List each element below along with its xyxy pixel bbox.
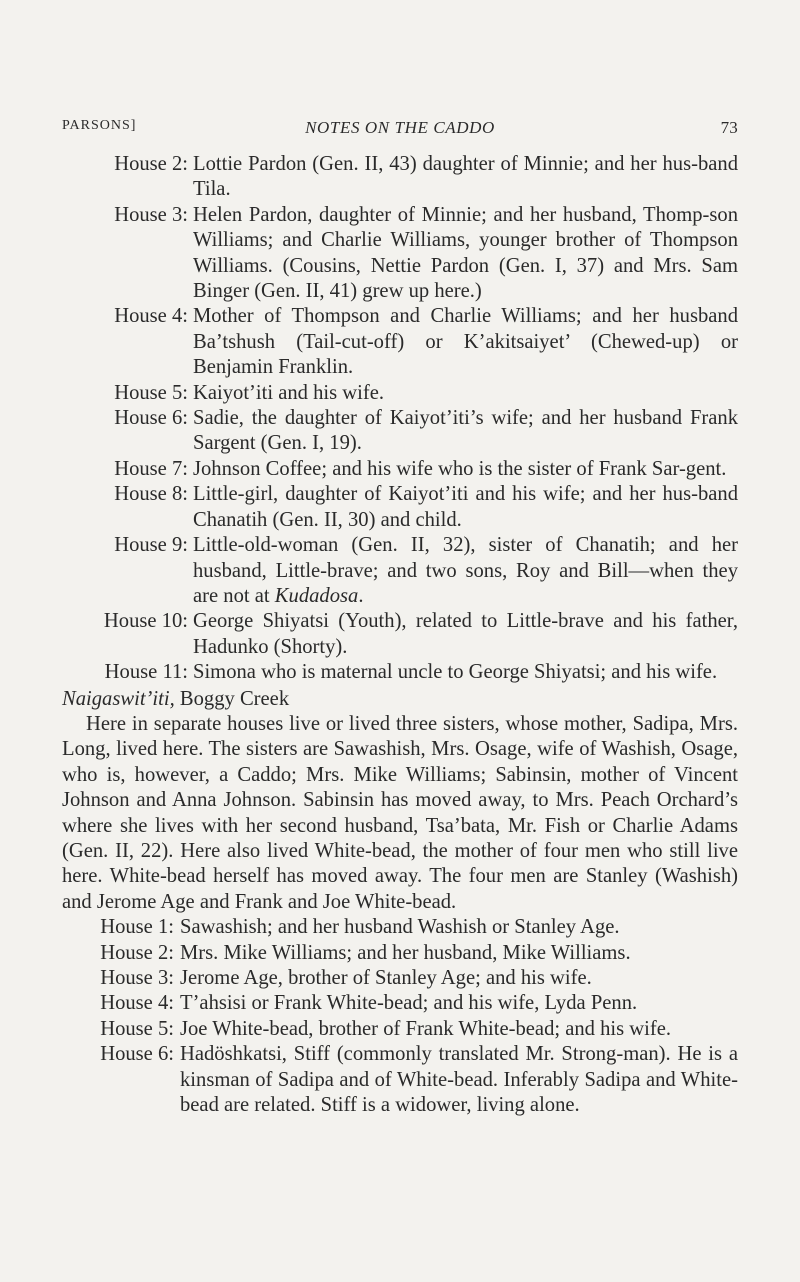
house-text: Jerome Age, brother of Stanley Age; and his wife. — [180, 967, 592, 989]
house-label: House 8: — [114, 483, 188, 506]
house-label: House 9: — [114, 534, 188, 557]
house-entry — [62, 406, 738, 457]
running-head-author: PARSONS] — [62, 118, 137, 133]
house-text: Hadöshkatsi, Stiff (commonly translated Mr. Strong-man). He is a kinsman of Sadipa and of White-bead. Inferably Sadipa and White-bead are related. Stiff is a widower, living alone. — [180, 1043, 738, 1117]
house-text: Helen Pardon, daughter of Minnie; and her husband, Thomp-son Williams; and Charlie Williams, younger brother of Thompson Williams. (Cousins, Nettie Pardon (Gen. I, 37) and Mrs. Sam Binger (Gen. II, 41) grew up here.) — [193, 203, 738, 303]
house-text: Johnson Coffee; and his wife who is the sister of Frank Sar-gent. — [193, 457, 727, 480]
house-entry — [62, 1017, 738, 1042]
house-entry — [62, 152, 738, 203]
house-label: House 3: — [114, 203, 188, 226]
house-text: Kaiyot’iti and his wife. — [193, 381, 385, 404]
house-entry — [62, 533, 738, 609]
house-label: House 1: — [100, 916, 174, 939]
house-list-1 — [62, 152, 738, 686]
house-label: House 7: — [114, 457, 188, 480]
page-body — [62, 152, 738, 1118]
house-label: House 5: — [100, 1017, 174, 1040]
house-text: Lottie Pardon (Gen. II, 43) daughter of Minnie; and her hus-band Tila. — [193, 153, 738, 201]
house-text: Sadie, the daughter of Kaiyot’iti’s wife; and her husband Frank Sargent (Gen. I, 19). — [193, 407, 738, 455]
house-entry — [62, 991, 738, 1016]
house-label: House 5: — [114, 381, 188, 404]
house-entry — [62, 660, 738, 685]
house-entry — [62, 966, 738, 991]
running-head-title: NOTES ON THE CADDO — [305, 118, 495, 137]
section-place-rest: Boggy Creek — [174, 687, 290, 710]
house-text: Mother of Thompson and Charlie Williams; and her husband Ba’tshush (Tail-cut-off) or K’akitsaiyet’ (Chewed-up) or Benjamin Franklin. — [193, 305, 738, 379]
house-entry — [62, 457, 738, 482]
house-entry — [62, 304, 738, 380]
book-page — [62, 118, 738, 1118]
house-text-end: . — [358, 584, 364, 607]
house-text: T’ahsisi or Frank White-bead; and his wife, Lyda Penn. — [180, 992, 638, 1015]
house-entry — [62, 915, 738, 940]
house-text: Sawashish; and her husband Washish or Stanley Age. — [180, 916, 620, 939]
house-entry — [62, 1042, 738, 1118]
section-heading — [62, 687, 738, 712]
house-text: Joe White-bead, brother of Frank White-bead; and his wife. — [180, 1017, 672, 1040]
house-list-2 — [62, 915, 738, 1118]
house-label: House 3: — [100, 967, 174, 989]
house-entry — [62, 609, 738, 660]
section-place-name: Naigaswit’iti, — [62, 687, 175, 710]
house-entry — [62, 482, 738, 533]
house-label: House 11: — [104, 661, 188, 684]
house-text: George Shiyatsi (Youth), related to Little-brave and his father, Hadunko (Shorty). — [193, 610, 738, 658]
house-entry — [62, 203, 738, 305]
page-number: 73 — [720, 118, 738, 137]
house-text: Little-girl, daughter of Kaiyot’iti and his wife; and her hus-band Chanatih (Gen. II, 30) and child. — [193, 483, 738, 531]
house-entry — [62, 941, 738, 966]
house-label: House 2: — [100, 941, 174, 964]
place-name-italic: Kudadosa — [274, 584, 359, 607]
house-text: Mrs. Mike Williams; and her husband, Mike Williams. — [180, 941, 631, 964]
house-label: House 10: — [103, 610, 188, 633]
house-label: House 6: — [100, 1043, 174, 1066]
house-label: House 4: — [114, 305, 188, 328]
house-label: House 2: — [114, 153, 188, 175]
house-label: House 6: — [114, 407, 188, 430]
house-text-main: Little-old-woman (Gen. II, 32), sister of Chanatih; and her husband, Little-brave; and two sons, Roy and Bill—when they are not at — [193, 534, 738, 607]
house-entry — [62, 381, 738, 406]
house-text: Simona who is maternal uncle to George Shiyatsi; and his wife. — [193, 661, 718, 684]
section-paragraph: Here in separate houses live or lived three sisters, whose mother, Sadipa, Mrs. Long, lived here. The sisters are Sawashish, Mrs. Osage, wife of Washish, Osage, who is, however, a Caddo; Mrs. Mike Williams; Sabinsin, mother of Vincent Johnson and Anna Johnson. Sabinsin has moved away, to Mrs. Peach Orchard’s where she lives with her second husband, Tsa’bata, Mr. Fish or Charlie Adams (Gen. II, 22). Here also lived White-bead, the mother of four men who still live here. White-bead herself has moved away. The four men are Stanley (Washish) and Jerome Age and Frank and Joe White-bead. — [62, 712, 738, 913]
house-label: House 4: — [100, 992, 174, 1015]
house-text — [193, 533, 738, 609]
running-head — [62, 118, 738, 146]
